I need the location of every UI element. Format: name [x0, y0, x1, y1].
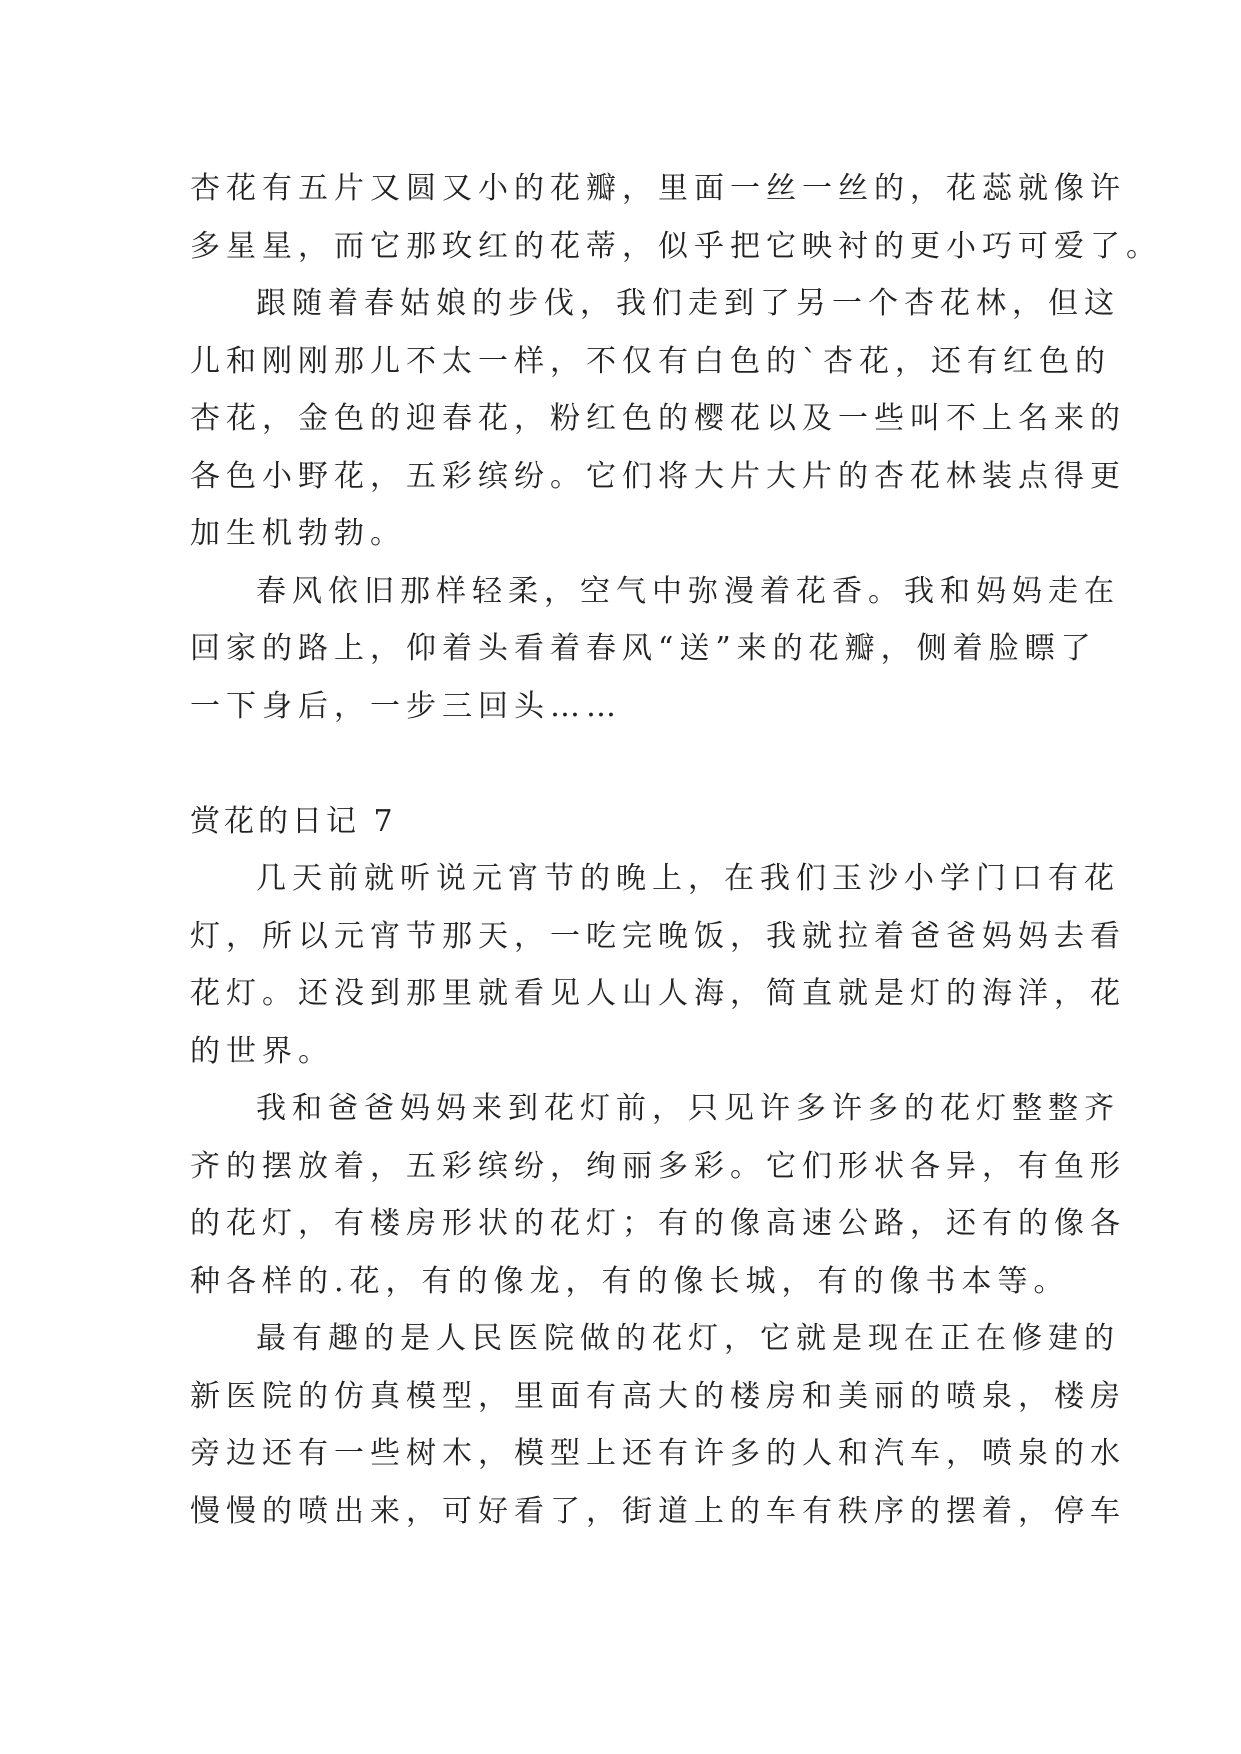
- text-line: 齐的摆放着，五彩缤纷，绚丽多彩。它们形状各异，有鱼形: [190, 1148, 1126, 1184]
- text-line: 旁边还有一些树木，模型上还有许多的人和汽车，喷泉的水: [190, 1436, 1126, 1471]
- text-line: 加生机勃勃。: [190, 516, 406, 551]
- text-line: 花灯。还没到那里就看见人山人海，简直就是灯的海洋，花: [190, 976, 1126, 1011]
- text-line: 杏花有五片又圆又小的花瓣，里面一丝一丝的，花蕊就像许: [190, 171, 1126, 206]
- text-line: 灯，所以元宵节那天，一吃完晚饭，我就拉着爸爸妈妈去看: [190, 918, 1126, 954]
- text-line: 杏花，金色的迎春花，粉红色的樱花以及一些叫不上名来的: [190, 401, 1126, 436]
- text-line: 多星星，而它那玫红的花蒂，似乎把它映衬的更小巧可爱了。: [190, 228, 1162, 264]
- text-line: 一下身后，一步三回头……: [190, 688, 622, 724]
- text-line: 慢慢的喷出来，可好看了，街道上的车有秩序的摆着，停车: [190, 1493, 1126, 1529]
- paragraph: [190, 160, 1162, 275]
- text-line: 我和爸爸妈妈来到花灯前，只见许多许多的花灯整整齐: [256, 1091, 1120, 1126]
- text-line: 回家的路上，仰着头看着春风“送”来的花瓣，侧着脸瞟了: [190, 631, 1097, 666]
- text-line: 儿和刚刚那儿不太一样，不仅有白色的`杏花，还有红色的: [190, 343, 1111, 379]
- section-heading: 赏花的日记 7: [190, 803, 397, 839]
- text-line: 的花灯，有楼房形状的花灯；有的像高速公路，还有的像各: [190, 1206, 1126, 1241]
- paragraph: [190, 1310, 1126, 1540]
- text-line: 种各样的.花，有的像龙，有的像长城，有的像书本等。: [190, 1263, 1070, 1299]
- text-line: 新医院的仿真模型，里面有高大的楼房和美丽的喷泉，楼房: [190, 1378, 1126, 1414]
- text-line: 几天前就听说元宵节的晚上，在我们玉沙小学门口有花: [256, 861, 1120, 896]
- text-line: 的世界。: [190, 1033, 334, 1069]
- paragraph: [190, 850, 1126, 1080]
- text-line: 跟随着春姑娘的步伐，我们走到了另一个杏花林，但这: [256, 286, 1120, 321]
- document-body: [190, 160, 1162, 1540]
- paragraph: [190, 1080, 1126, 1310]
- paragraph: [190, 275, 1126, 563]
- text-line: 各色小野花，五彩缤纷。它们将大片大片的杏花林装点得更: [190, 458, 1126, 494]
- blank-line: [190, 735, 1055, 793]
- text-line: 最有趣的是人民医院做的花灯，它就是现在正在修建的: [256, 1321, 1120, 1356]
- text-line: 春风依旧那样轻柔，空气中弥漫着花香。我和妈妈走在: [256, 573, 1120, 609]
- paragraph: [190, 563, 1120, 736]
